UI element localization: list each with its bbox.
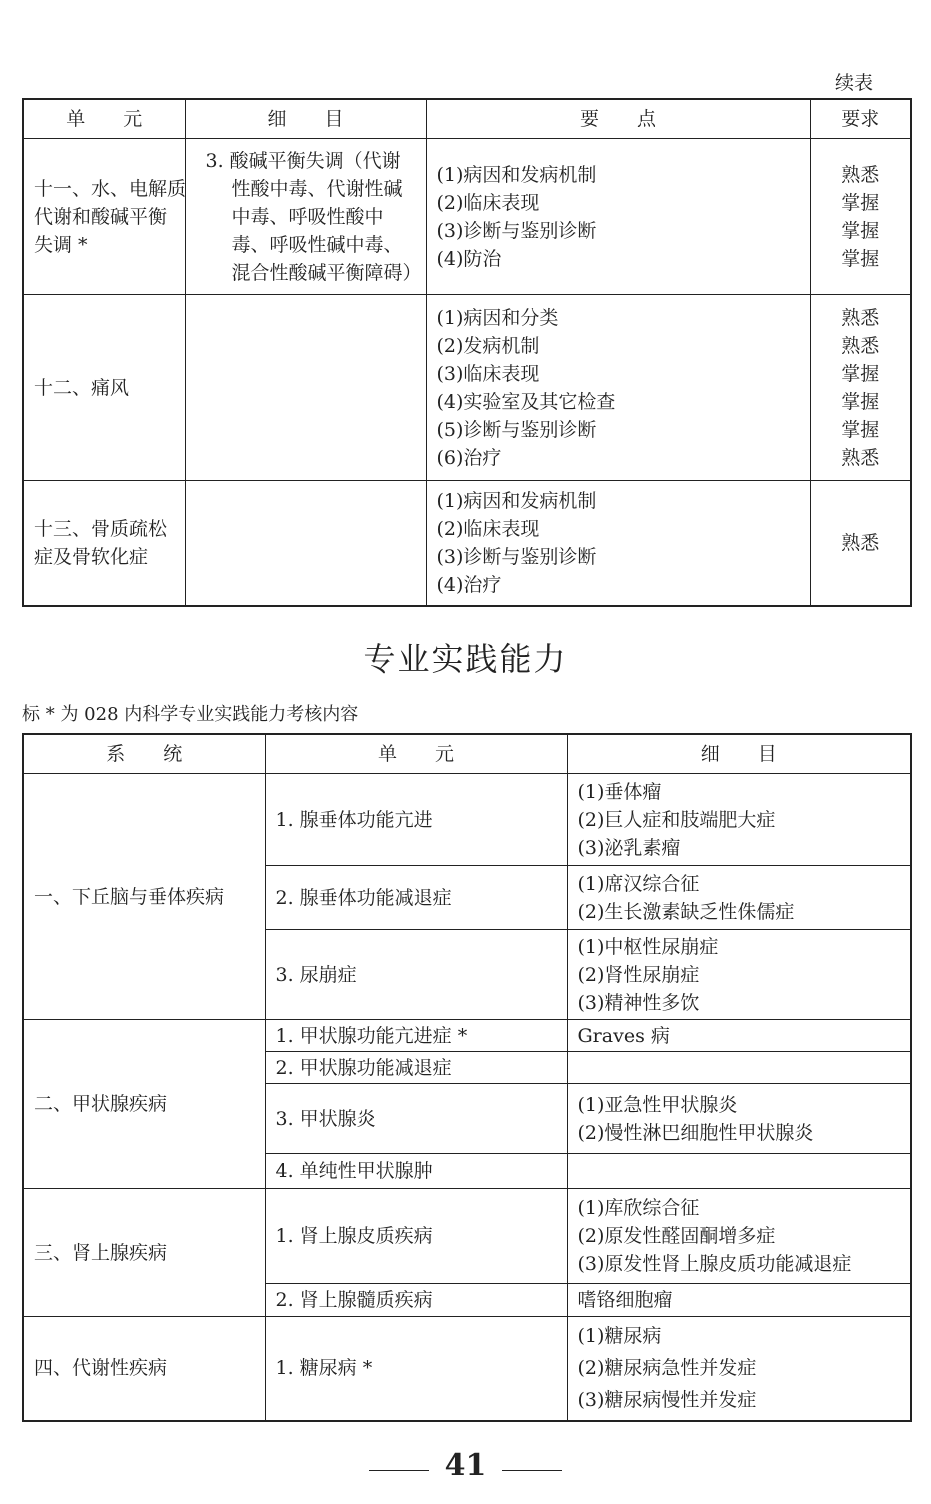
asterisk-note: 标 * 为 028 内科学专业实践能力考核内容 (22, 704, 359, 725)
point-item: (4)治疗 (436, 573, 502, 596)
point-item: (1)病因和发病机制 (436, 489, 597, 512)
detail-item: (1)中枢性尿崩症 (577, 935, 719, 958)
section-title: 专业实践能力 (363, 640, 568, 678)
detail-item: Graves 病 (577, 1024, 670, 1047)
table-row (23, 1189, 911, 1284)
requirement-value: 熟悉 (841, 163, 880, 186)
requirement-value: 掌握 (841, 219, 880, 242)
requirement-value: 熟悉 (841, 306, 880, 329)
system-cell: 二、甲状腺疾病 (23, 1020, 265, 1189)
point-item: (5)诊断与鉴别诊断 (436, 418, 597, 441)
points-cell (426, 139, 810, 295)
unit-label: 症及骨软化症 (34, 545, 149, 568)
syllabus-table-continued (22, 98, 912, 607)
unit-label: 十二、痛风 (34, 376, 130, 399)
detail-item: (1)垂体瘤 (577, 780, 662, 803)
detail-item: (1)席汉综合征 (577, 872, 700, 895)
requirement-value: 掌握 (841, 418, 880, 441)
point-item: (4)防治 (436, 247, 502, 270)
detail-item: (2)巨人症和肢端肥大症 (577, 808, 776, 831)
detail-item: (3)糖尿病慢性并发症 (577, 1389, 757, 1412)
requirement-cell (810, 295, 911, 481)
header-detail: 细 目 (185, 99, 426, 139)
table-header-row (23, 99, 911, 139)
table-row (23, 1317, 911, 1421)
detail-cell (567, 866, 911, 930)
detail-cell (185, 139, 426, 295)
detail-cell (567, 1284, 911, 1317)
detail-item: (1)库欣综合征 (577, 1197, 700, 1219)
point-item: (1)病因和发病机制 (436, 163, 597, 186)
practice-ability-table (22, 733, 912, 1422)
detail-cell (567, 930, 911, 1020)
points-cell (426, 295, 810, 481)
detail-item: (2)慢性淋巴细胞性甲状腺炎 (577, 1121, 814, 1144)
header-unit: 单 元 (265, 734, 567, 774)
unit-cell: 2. 甲状腺功能减退症 (265, 1052, 567, 1084)
table-header-row (23, 734, 911, 774)
detail-item: (2)肾性尿崩症 (577, 963, 700, 986)
detail-item: 嗜铬细胞瘤 (577, 1289, 673, 1311)
point-item: (2)临床表现 (436, 517, 540, 540)
detail-item: (1)亚急性甲状腺炎 (577, 1093, 738, 1116)
table-row (23, 139, 911, 295)
table-row (23, 295, 911, 481)
header-unit: 单 元 (23, 99, 185, 139)
footer-rule-left (369, 1470, 429, 1471)
requirement-value: 熟悉 (841, 334, 880, 357)
unit-cell (23, 481, 185, 606)
detail-cell (567, 1317, 911, 1421)
detail-item: (3)精神性多饮 (577, 991, 700, 1014)
detail-text: 3. 酸碱平衡失调（代谢性酸中毒、代谢性碱中毒、呼吸性酸中毒、呼吸性碱中毒、混合性酸碱平衡障碍） (205, 150, 422, 284)
system-cell: 一、下丘脑与垂体疾病 (23, 774, 265, 1020)
unit-cell: 4. 单纯性甲状腺肿 (265, 1154, 567, 1189)
unit-label: 失调 * (34, 233, 88, 256)
unit-label: 代谢和酸碱平衡 (34, 205, 168, 228)
detail-cell (185, 481, 426, 606)
unit-label: 十三、骨质疏松 (34, 517, 168, 540)
detail-cell (567, 1084, 911, 1154)
requirement-value: 掌握 (841, 390, 880, 413)
point-item: (1)病因和分类 (436, 306, 559, 329)
detail-item: (2)原发性醛固酮增多症 (577, 1225, 776, 1247)
requirement-value: 熟悉 (841, 446, 880, 469)
continuation-label: 续表 (834, 72, 873, 94)
footer-rule-right (502, 1470, 562, 1471)
detail-item: (2)糖尿病急性并发症 (577, 1357, 757, 1380)
header-system: 系 统 (23, 734, 265, 774)
detail-cell (567, 1189, 911, 1284)
requirement-cell (810, 139, 911, 295)
page-footer (0, 1448, 931, 1483)
points-cell (426, 481, 810, 606)
unit-cell: 2. 腺垂体功能减退症 (265, 866, 567, 930)
point-item: (2)发病机制 (436, 334, 540, 357)
detail-cell (567, 774, 911, 866)
unit-label: 十一、水、电解质 (34, 177, 187, 200)
detail-cell (567, 1154, 911, 1189)
unit-cell (23, 295, 185, 481)
header-points: 要 点 (426, 99, 810, 139)
unit-cell: 1. 甲状腺功能亢进症 * (265, 1020, 567, 1052)
point-item: (2)临床表现 (436, 191, 540, 214)
detail-item: (3)原发性肾上腺皮质功能减退症 (577, 1253, 852, 1275)
page-number: 41 (444, 1448, 487, 1483)
detail-cell (567, 1020, 911, 1052)
detail-cell (185, 295, 426, 481)
requirement-value: 掌握 (841, 247, 880, 270)
unit-cell: 1. 肾上腺皮质疾病 (265, 1189, 567, 1284)
unit-cell: 1. 糖尿病 * (265, 1317, 567, 1421)
point-item: (3)诊断与鉴别诊断 (436, 219, 597, 242)
detail-item: (1)糖尿病 (577, 1325, 662, 1348)
detail-item: (2)生长激素缺乏性侏儒症 (577, 900, 795, 923)
unit-cell: 2. 肾上腺髓质疾病 (265, 1284, 567, 1317)
point-item: (6)治疗 (436, 446, 502, 469)
requirement-value: 掌握 (841, 191, 880, 214)
header-detail: 细 目 (567, 734, 911, 774)
system-cell: 四、代谢性疾病 (23, 1317, 265, 1421)
requirement-cell (810, 481, 911, 606)
table-row (23, 1020, 911, 1052)
table-row (23, 481, 911, 606)
requirement-value: 熟悉 (841, 531, 880, 554)
point-item: (3)诊断与鉴别诊断 (436, 545, 597, 568)
unit-cell (23, 139, 185, 295)
unit-cell: 3. 甲状腺炎 (265, 1084, 567, 1154)
system-cell: 三、肾上腺疾病 (23, 1189, 265, 1317)
unit-cell: 1. 腺垂体功能亢进 (265, 774, 567, 866)
point-item: (4)实验室及其它检查 (436, 390, 616, 413)
unit-cell: 3. 尿崩症 (265, 930, 567, 1020)
detail-cell (567, 1052, 911, 1084)
detail-item: (3)泌乳素瘤 (577, 836, 681, 859)
requirement-value: 掌握 (841, 362, 880, 385)
table-row (23, 774, 911, 866)
header-requirement: 要求 (810, 99, 911, 139)
point-item: (3)临床表现 (436, 362, 540, 385)
